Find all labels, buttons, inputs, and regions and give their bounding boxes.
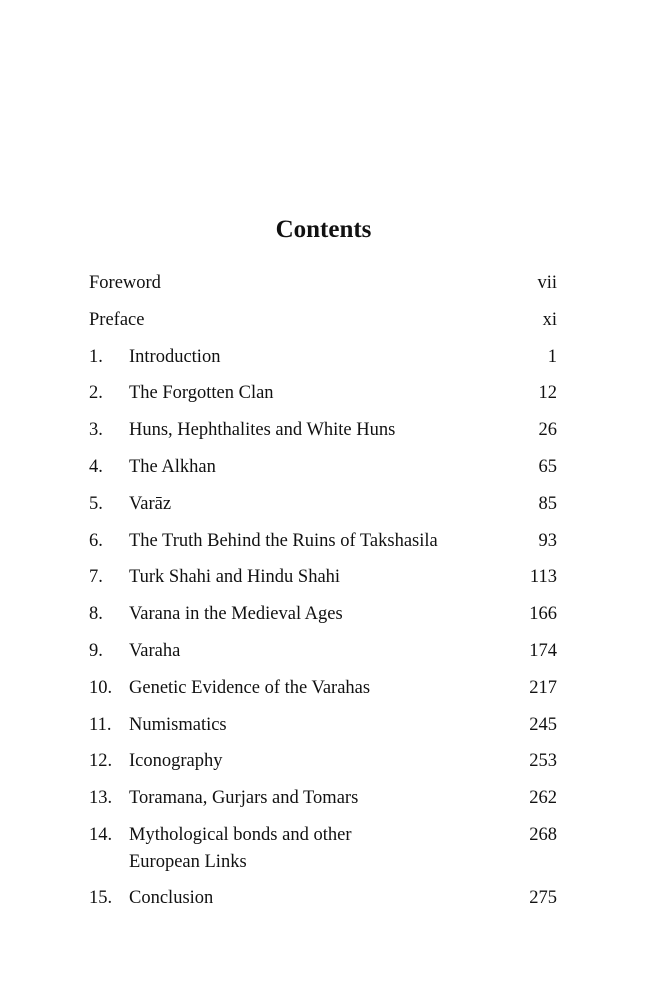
toc-entry xyxy=(89,491,557,528)
toc-entry xyxy=(89,675,557,712)
toc-entry xyxy=(89,528,557,565)
entry-page: 26 xyxy=(538,420,557,441)
entry-title: Genetic Evidence of the Varahas xyxy=(129,677,371,698)
toc-entry xyxy=(89,712,557,749)
entry-title: The Alkhan xyxy=(129,456,216,477)
entry-page: 65 xyxy=(538,456,557,477)
entry-number: 3. xyxy=(89,420,103,441)
toc-entry xyxy=(89,344,557,381)
entry-page: 85 xyxy=(538,493,557,514)
entry-number: 12. xyxy=(89,751,113,772)
entry-title: Toramana, Gurjars and Tomars xyxy=(129,788,359,809)
entry-title: Varaha xyxy=(129,640,181,661)
entry-title: Iconography xyxy=(129,751,223,772)
toc-entry xyxy=(89,601,557,638)
entry-number: 4. xyxy=(89,456,103,477)
entry-page: 1 xyxy=(547,346,557,367)
entry-page: vii xyxy=(537,273,557,293)
toc-entry xyxy=(89,380,557,417)
toc-entry xyxy=(89,822,557,886)
toc-entry xyxy=(89,885,557,922)
entry-page: 268 xyxy=(529,824,557,845)
entry-title: Huns, Hephthalites and White Huns xyxy=(129,420,396,441)
entry-number: 1. xyxy=(89,346,103,367)
entry-title: Foreword xyxy=(89,273,161,293)
entry-page: 166 xyxy=(529,604,557,625)
entry-page: 253 xyxy=(529,751,557,772)
toc-entry xyxy=(89,638,557,675)
toc-entry xyxy=(89,785,557,822)
toc-entry xyxy=(89,454,557,491)
entry-title: Conclusion xyxy=(129,888,214,909)
entry-number: 15. xyxy=(89,888,113,909)
entry-page: 245 xyxy=(529,714,557,735)
entry-number: 9. xyxy=(89,640,103,661)
entry-number: 11. xyxy=(89,714,112,735)
entry-title: Varana in the Medieval Ages xyxy=(129,604,343,625)
entry-number: 14. xyxy=(89,824,113,845)
entry-title-line2: European Links xyxy=(129,851,247,872)
entry-title: Preface xyxy=(89,309,145,330)
entry-title: The Truth Behind the Ruins of Takshasila xyxy=(129,530,438,551)
entry-number: 2. xyxy=(89,383,103,404)
entry-page: 113 xyxy=(529,567,557,588)
entry-title xyxy=(129,822,497,886)
toc-entry-foreword xyxy=(89,270,557,307)
table-of-contents xyxy=(89,270,557,922)
entry-title: Turk Shahi and Hindu Shahi xyxy=(129,567,341,588)
toc-entry xyxy=(89,417,557,454)
entry-page: xi xyxy=(542,309,557,330)
entry-title: The Forgotten Clan xyxy=(129,383,274,404)
entry-number: 10. xyxy=(89,677,113,698)
toc-entry xyxy=(89,748,557,785)
page-title: Contents xyxy=(275,216,372,243)
entry-page: 262 xyxy=(529,788,557,809)
entry-number: 8. xyxy=(89,604,103,625)
entry-number: 5. xyxy=(89,493,103,514)
entry-title-line1: Mythological bonds and other xyxy=(129,824,352,845)
entry-title: Numismatics xyxy=(129,714,227,735)
entry-page: 93 xyxy=(538,530,557,551)
entry-title: Varāz xyxy=(129,493,172,514)
entry-number: 13. xyxy=(89,788,113,809)
entry-page: 217 xyxy=(529,677,557,698)
toc-entry xyxy=(89,564,557,601)
entry-page: 174 xyxy=(529,640,557,661)
entry-number: 6. xyxy=(89,530,103,551)
toc-entry-preface xyxy=(89,307,557,344)
entry-title: Introduction xyxy=(129,346,221,367)
entry-number: 7. xyxy=(89,567,103,588)
entry-page: 12 xyxy=(538,383,557,404)
entry-page: 275 xyxy=(529,888,557,909)
